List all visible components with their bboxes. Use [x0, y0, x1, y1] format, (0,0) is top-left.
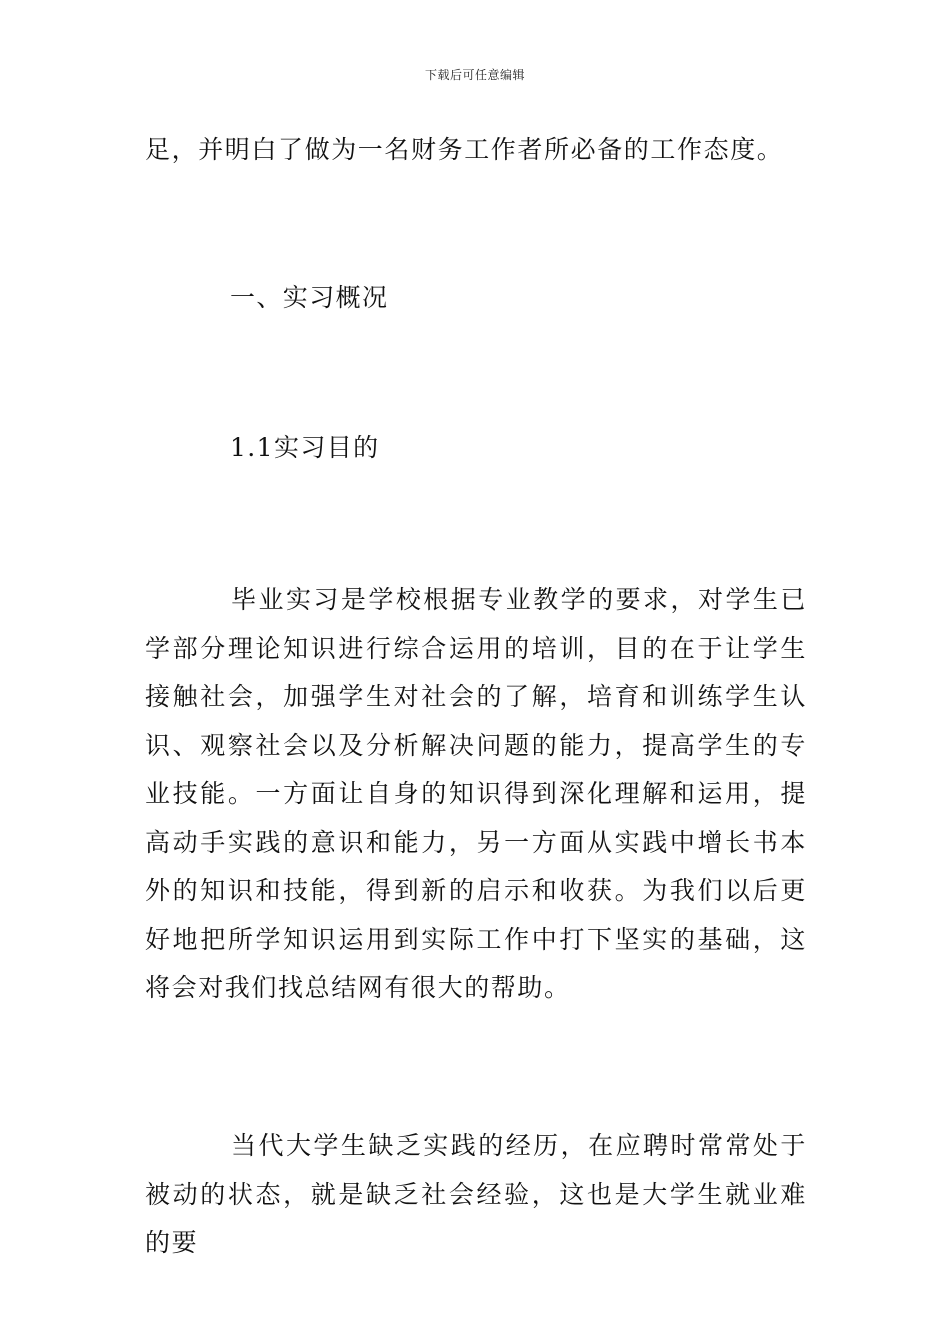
paragraph-students-experience: 当代大学生缺乏实践的经历，在应聘时常常处于被动的状态，就是缺乏社会经验，这也是大学生就业难的要: [145, 1131, 807, 1257]
paragraph-internship-purpose: 毕业实习是学校根据专业教学的要求，对学生已学部分理论知识进行综合运用的培训，目的在于让学生接触社会，加强学生对社会的了解，培育和训练学生认识、观察社会以及分析解决问题的能力，提高学生的专业技能。一方面让自身的知识得到深化理解和运用，提高动手实践的意识和能力，另一方面从实践中增长书本外的知识和技能，得到新的启示和收获。为我们以后更好地把所学知识运用到实际工作中打下坚实的基础，这将会对我们找总结网有很大的帮助。: [145, 585, 807, 1002]
header-note: 下载后可任意编辑: [424, 68, 525, 82]
continuation-line: 足，并明白了做为一名财务工作者所必备的工作态度。: [145, 135, 784, 164]
section-heading: 一、实习概况: [230, 283, 389, 312]
subsection-heading: 1.1实习目的: [230, 433, 380, 462]
